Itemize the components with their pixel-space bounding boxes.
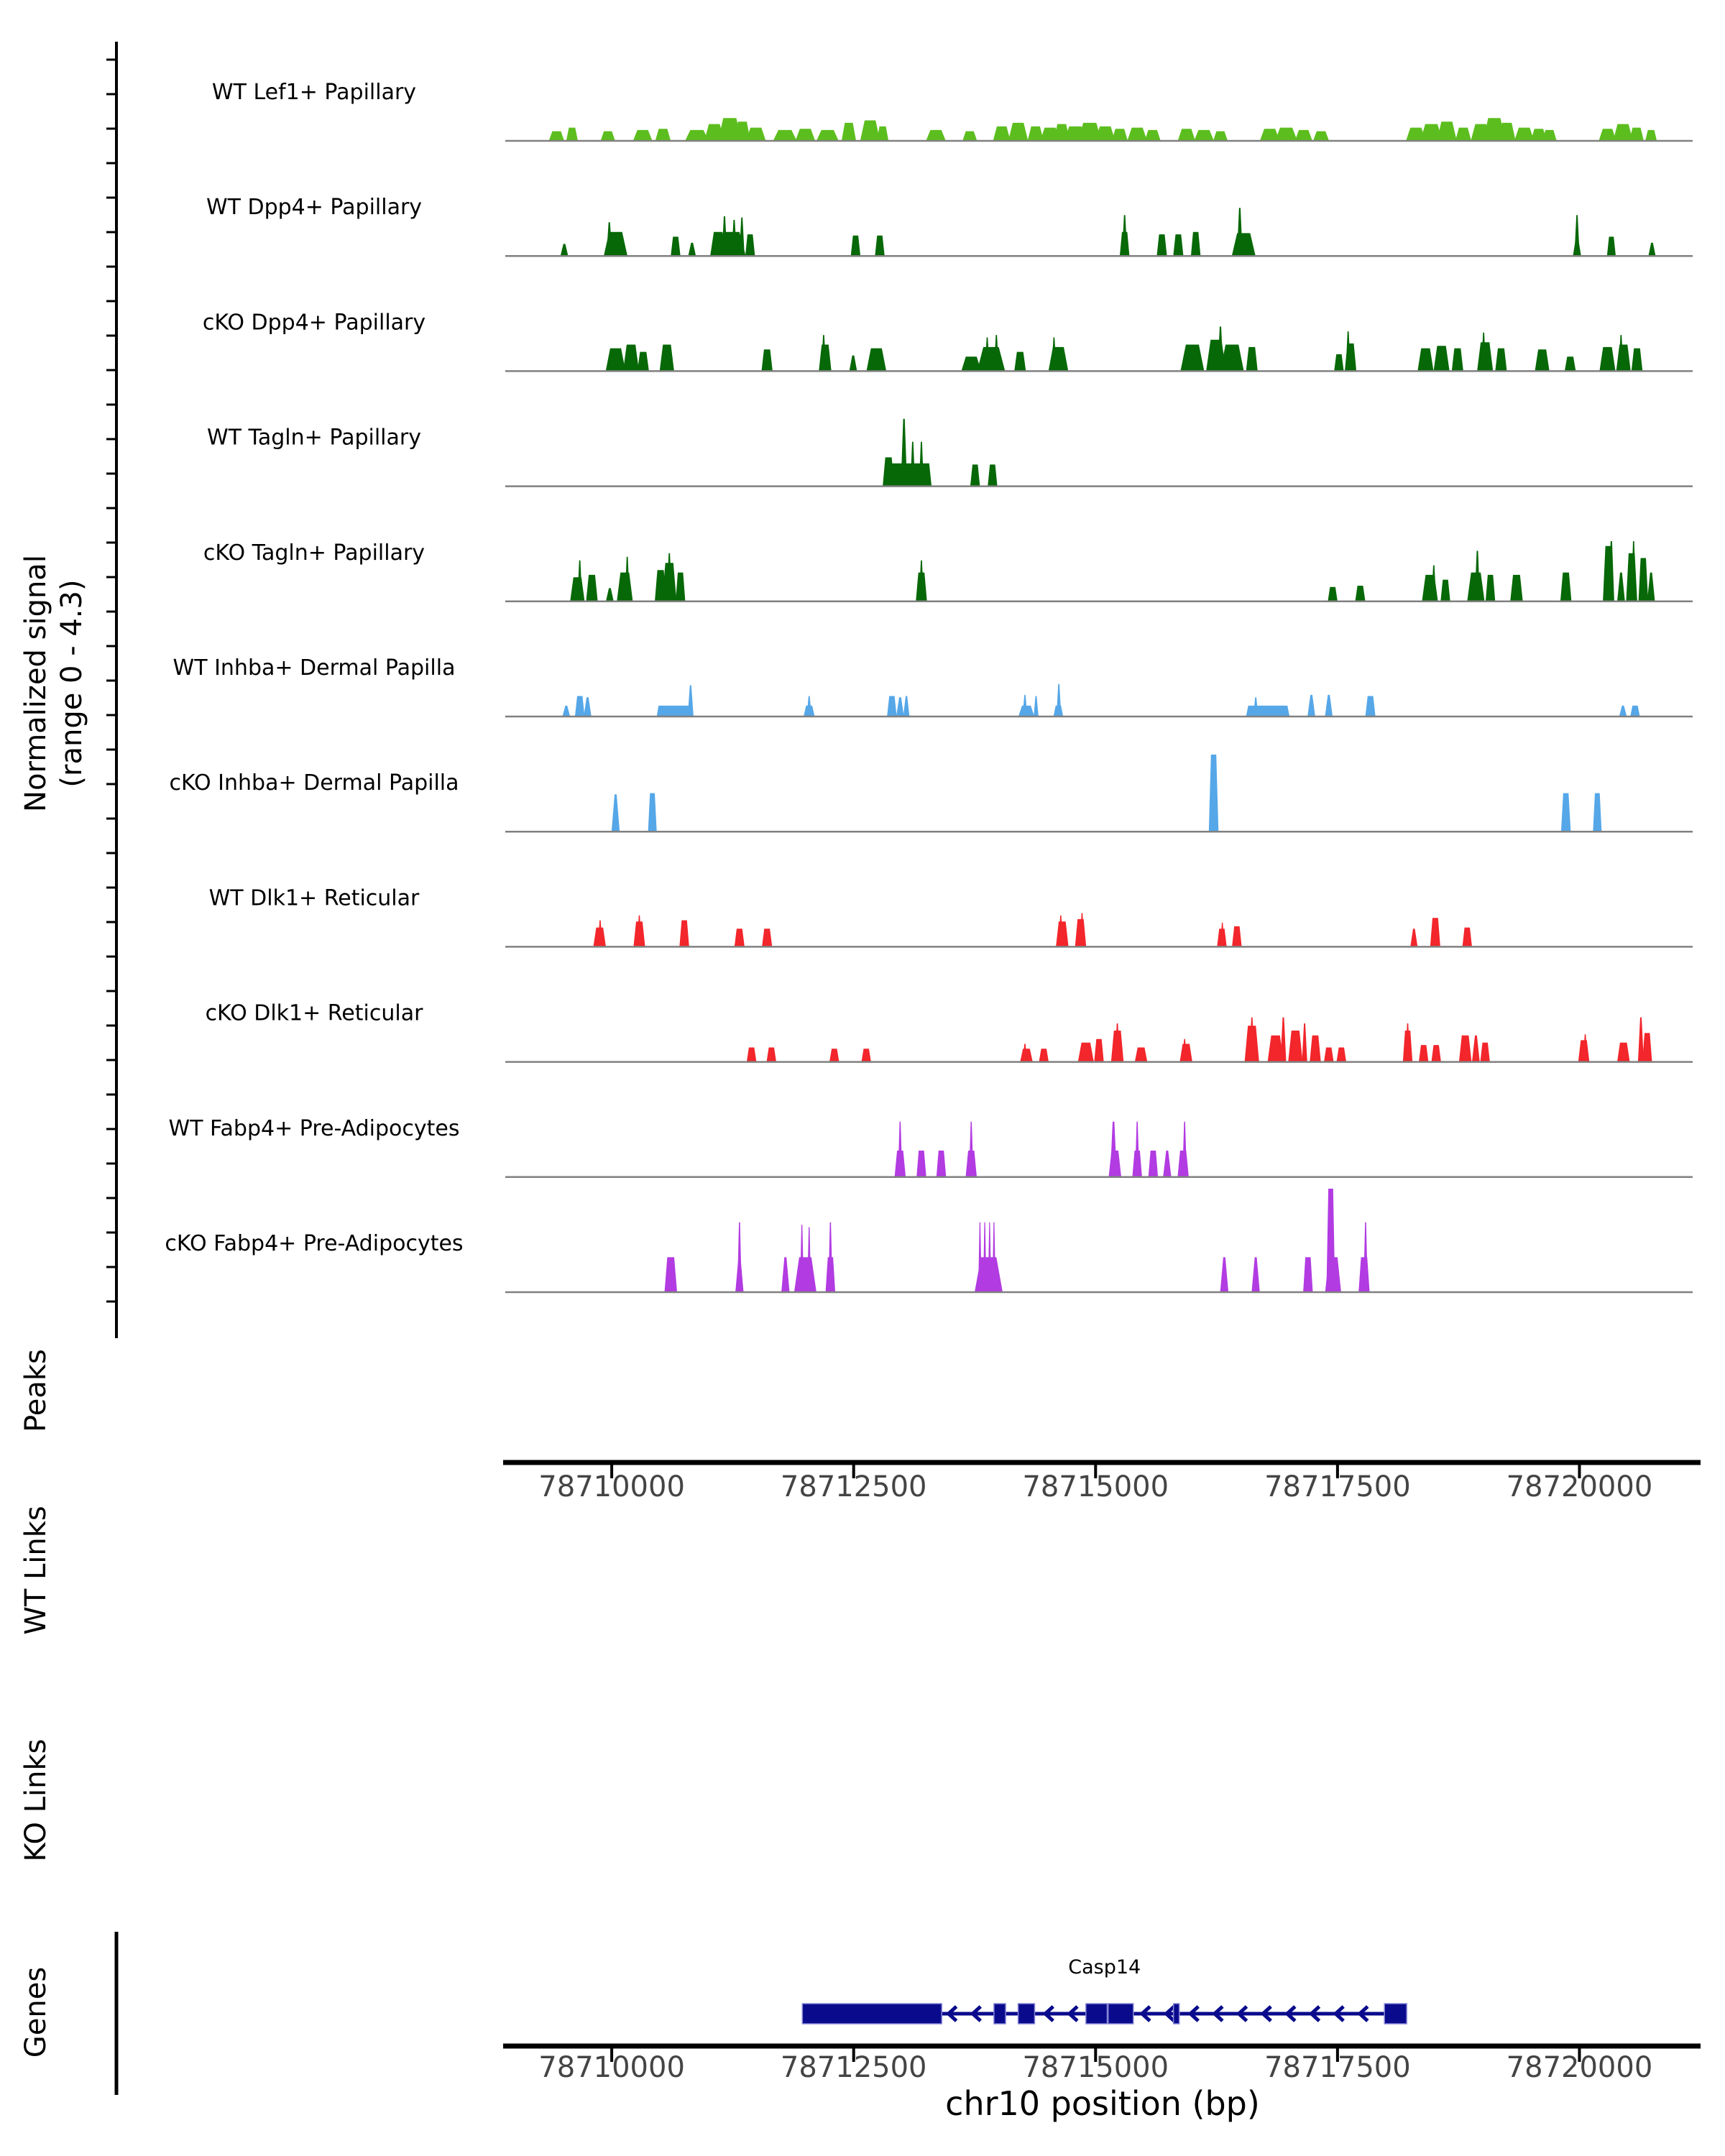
- signal-peak: [566, 128, 578, 141]
- signal-peak: [1648, 243, 1655, 256]
- track-label: cKO Dpp4+ Papillary: [202, 310, 426, 336]
- signal-peak: [977, 347, 1005, 372]
- signal-track: [203, 540, 1693, 602]
- signal-peak: [1410, 929, 1417, 946]
- signal-peak: [1642, 1033, 1652, 1061]
- track-label: cKO Tagln+ Papillary: [203, 540, 426, 566]
- signal-peak: [1599, 347, 1615, 372]
- section-label-ko-links: KO Links: [19, 1738, 52, 1862]
- signal-peak: [1356, 586, 1366, 602]
- signal-peak: [586, 575, 597, 602]
- signal-peak: [1307, 695, 1315, 717]
- signal-peak: [1328, 587, 1338, 602]
- signal-peak: [747, 1048, 757, 1062]
- signal-peak: [660, 345, 674, 372]
- track-label: WT Dlk1+ Reticular: [208, 885, 420, 911]
- gene-exon: [802, 2004, 942, 2024]
- signal-peak: [1095, 126, 1116, 141]
- signal-peak: [898, 1122, 902, 1177]
- signal-peak: [648, 793, 657, 832]
- signal-peak: [657, 706, 693, 717]
- signal-peak: [575, 696, 585, 717]
- x-tick-label: 78712500: [780, 1470, 927, 1503]
- signal-peak: [1486, 575, 1495, 602]
- signal-peak: [1629, 128, 1644, 141]
- signal-peak: [1135, 1048, 1148, 1062]
- signal-peak: [746, 128, 766, 141]
- signal-peak: [1463, 928, 1472, 947]
- signal-peak: [1324, 1048, 1334, 1062]
- signal-peak: [1209, 755, 1219, 831]
- x-tick-label: 78720000: [1506, 2051, 1653, 2084]
- signal-peak: [1112, 129, 1128, 141]
- signal-peak: [665, 1257, 678, 1292]
- signal-peak: [862, 1049, 871, 1061]
- signal-peak: [1008, 123, 1029, 141]
- signal-peak: [1334, 354, 1343, 372]
- signal-peak: [1535, 349, 1550, 371]
- signal-peak: [1607, 236, 1616, 256]
- gene-model: [802, 1956, 1407, 2024]
- section-label-wt-links: WT Links: [19, 1506, 52, 1635]
- signal-peak: [1246, 347, 1258, 372]
- signal-peak: [562, 706, 570, 717]
- signal-peak: [1127, 128, 1147, 141]
- signal-peak: [1288, 1031, 1302, 1062]
- signal-peak: [1149, 1151, 1158, 1177]
- signal-peak: [1213, 132, 1228, 141]
- signal-peak: [656, 129, 671, 141]
- signal-peak: [623, 345, 639, 372]
- track-label: WT Inhba+ Dermal Papilla: [172, 655, 456, 681]
- signal-track: [212, 80, 1693, 141]
- signal-peak: [737, 1222, 742, 1292]
- signal-peak: [1145, 130, 1161, 141]
- signal-track: [206, 195, 1693, 256]
- signal-track: [173, 655, 1693, 717]
- signal-peak: [1619, 706, 1627, 717]
- signal-peak: [762, 929, 772, 946]
- signal-peak: [1337, 1048, 1347, 1062]
- x-tick-label: 78715000: [1022, 2051, 1169, 2084]
- signal-peak: [1632, 349, 1643, 372]
- signal-peak: [1326, 1189, 1335, 1292]
- signal-peak: [796, 129, 816, 141]
- signal-peak: [671, 236, 681, 256]
- signal-track: [206, 1001, 1693, 1062]
- signal-peak: [1472, 1036, 1480, 1062]
- signal-peak: [1565, 356, 1576, 371]
- signal-peak: [1561, 793, 1571, 832]
- x-tick-label: 78710000: [538, 2051, 685, 2084]
- signal-peak: [767, 1048, 777, 1062]
- signal-peak: [1220, 345, 1244, 372]
- signal-peak: [1110, 1122, 1117, 1177]
- signal-peak: [676, 573, 685, 602]
- signal-peak: [1325, 695, 1333, 717]
- signal-peak: [1039, 1049, 1049, 1061]
- x-tick-label: 78717500: [1264, 2051, 1411, 2084]
- signal-peak: [1645, 130, 1657, 141]
- track-label: cKO Dlk1+ Reticular: [205, 1000, 423, 1026]
- signal-peak: [601, 132, 615, 141]
- track-label: cKO Fabp4+ Pre-Adipocytes: [165, 1231, 464, 1256]
- signal-peak: [1560, 573, 1572, 602]
- signal-peak: [1510, 575, 1523, 602]
- signal-peak: [1078, 1043, 1094, 1062]
- signal-peak: [1191, 232, 1201, 257]
- signal-peak: [606, 588, 614, 601]
- signal-peak: [1574, 215, 1579, 256]
- track-label: WT Fabp4+ Pre-Adipocytes: [168, 1115, 460, 1141]
- signal-peak: [1232, 926, 1242, 947]
- signal-peak: [1014, 352, 1026, 372]
- signal-peak: [1034, 696, 1039, 717]
- signal-peak: [1220, 1257, 1229, 1292]
- y-axis-label-line1: Normalized signal: [19, 555, 52, 812]
- signal-peak: [860, 121, 880, 142]
- signal-peak: [612, 794, 620, 831]
- signal-peak: [1156, 234, 1167, 256]
- track-label: WT Dpp4+ Papillary: [206, 195, 423, 221]
- signal-peak: [1593, 793, 1601, 832]
- signal-peak: [903, 696, 910, 717]
- gene-exon: [1108, 2004, 1133, 2024]
- gene-exon: [1086, 2004, 1108, 2024]
- signal-peak: [1194, 130, 1214, 141]
- signal-peak: [993, 126, 1011, 141]
- gene-exon: [1018, 2004, 1035, 2024]
- signal-peak: [1440, 580, 1450, 602]
- signal-peak: [638, 352, 649, 372]
- y-axis-label-line2: (range 0 - 4.3): [55, 579, 88, 788]
- x-tick-label: 78717500: [1264, 1470, 1411, 1503]
- signal-peak: [561, 244, 569, 256]
- signal-peak: [1237, 208, 1243, 256]
- x-tick-label: 78715000: [1022, 1470, 1169, 1503]
- signal-peak: [970, 464, 980, 486]
- signal-peak: [1617, 573, 1625, 602]
- signal-peak: [689, 243, 696, 256]
- gene-exon: [1384, 2004, 1407, 2024]
- signal-peak: [884, 464, 932, 487]
- signal-peak: [1135, 1122, 1139, 1177]
- signal-peak: [1173, 234, 1183, 256]
- signal-track: [165, 1189, 1693, 1292]
- signal-peak: [781, 1257, 789, 1292]
- signal-peak: [1232, 233, 1256, 256]
- signal-peak: [877, 126, 888, 141]
- signal-peak: [1246, 706, 1290, 717]
- signal-peak: [773, 130, 797, 141]
- signal-peak: [1481, 1043, 1490, 1062]
- signal-peak: [745, 234, 755, 256]
- signal-peak: [1419, 1045, 1428, 1062]
- signal-peak: [1455, 128, 1471, 141]
- signal-peak: [962, 132, 977, 141]
- signal-peak: [1180, 345, 1204, 372]
- section-label-genes: Genes: [19, 1966, 52, 2058]
- signal-peak: [851, 236, 860, 257]
- signal-peak: [549, 132, 565, 141]
- signal-peak: [1366, 696, 1376, 717]
- gene-exon: [1174, 2004, 1179, 2024]
- x-tick-label: 78710000: [538, 1470, 685, 1503]
- signal-peak: [1432, 1045, 1441, 1062]
- signal-peak: [1639, 558, 1649, 602]
- signal-peak: [969, 1122, 973, 1177]
- signal-peak: [1437, 121, 1457, 141]
- signal-peak: [1178, 129, 1195, 141]
- x-tick-label: 78720000: [1506, 1470, 1653, 1503]
- gene-exon: [994, 2004, 1006, 2024]
- signal-peak: [679, 921, 689, 947]
- signal-peak: [1616, 345, 1631, 372]
- signal-peak: [842, 123, 856, 141]
- signal-peak: [735, 929, 745, 946]
- signal-peak: [1295, 130, 1312, 141]
- signal-peak: [916, 1151, 926, 1177]
- signal-peak: [794, 1257, 816, 1292]
- signal-peak: [1251, 1257, 1259, 1292]
- gene-name-label: Casp14: [1068, 1956, 1141, 1978]
- signal-peak: [1430, 918, 1440, 946]
- signal-track: [169, 755, 1693, 831]
- signal-peak: [1542, 130, 1557, 141]
- signal-peak: [829, 1049, 840, 1061]
- signal-peak: [816, 130, 839, 141]
- signal-peak: [875, 236, 885, 257]
- x-tick-label: 78712500: [780, 2051, 927, 2084]
- signal-peak: [1459, 1036, 1472, 1062]
- signal-peak: [1310, 1036, 1321, 1062]
- track-label: cKO Inhba+ Dermal Papilla: [169, 770, 459, 796]
- signal-peak: [1182, 1122, 1187, 1177]
- signal-peak: [1647, 573, 1655, 602]
- x-axis-title: chr10 position (bp): [945, 2084, 1260, 2123]
- signal-peak: [926, 130, 946, 141]
- signal-peak: [1163, 1151, 1171, 1177]
- signal-peak: [896, 697, 904, 717]
- signal-peak: [1630, 706, 1639, 717]
- signal-peak: [1495, 349, 1506, 372]
- signal-peak: [887, 696, 897, 717]
- signal-peak: [867, 349, 887, 372]
- signal-peak: [901, 419, 907, 487]
- signal-peak: [850, 356, 857, 372]
- signal-track: [203, 310, 1693, 371]
- signal-peak: [1452, 349, 1463, 372]
- signal-track: [169, 1116, 1693, 1177]
- signal-peak: [762, 349, 773, 371]
- signal-peak: [688, 686, 694, 717]
- signal-peak: [1094, 1039, 1103, 1062]
- signal-peak: [1617, 1043, 1630, 1062]
- signal-peak: [617, 573, 632, 602]
- track-label: WT Lef1+ Papillary: [211, 80, 417, 105]
- signal-peak: [1514, 128, 1535, 141]
- signal-peak: [1275, 128, 1297, 141]
- track-label: WT Tagln+ Papillary: [207, 425, 421, 451]
- signal-peak: [584, 697, 592, 717]
- signal-peak: [1303, 1257, 1312, 1292]
- signal-peak: [1280, 1018, 1286, 1062]
- signal-peak: [1302, 1023, 1307, 1062]
- signal-peak: [633, 130, 653, 141]
- signal-peak: [1049, 347, 1069, 372]
- signal-peak: [1313, 132, 1329, 141]
- signal-peak: [606, 349, 626, 372]
- signal-peak: [1057, 684, 1062, 717]
- signal-track: [209, 885, 1693, 946]
- signal-peak: [988, 464, 997, 486]
- signal-peak: [1434, 346, 1450, 371]
- signal-peak: [570, 577, 584, 602]
- signal-peak: [937, 1151, 947, 1177]
- signal-track: [207, 419, 1693, 487]
- signal-peak: [1417, 349, 1433, 372]
- section-label-peaks: Peaks: [19, 1349, 52, 1432]
